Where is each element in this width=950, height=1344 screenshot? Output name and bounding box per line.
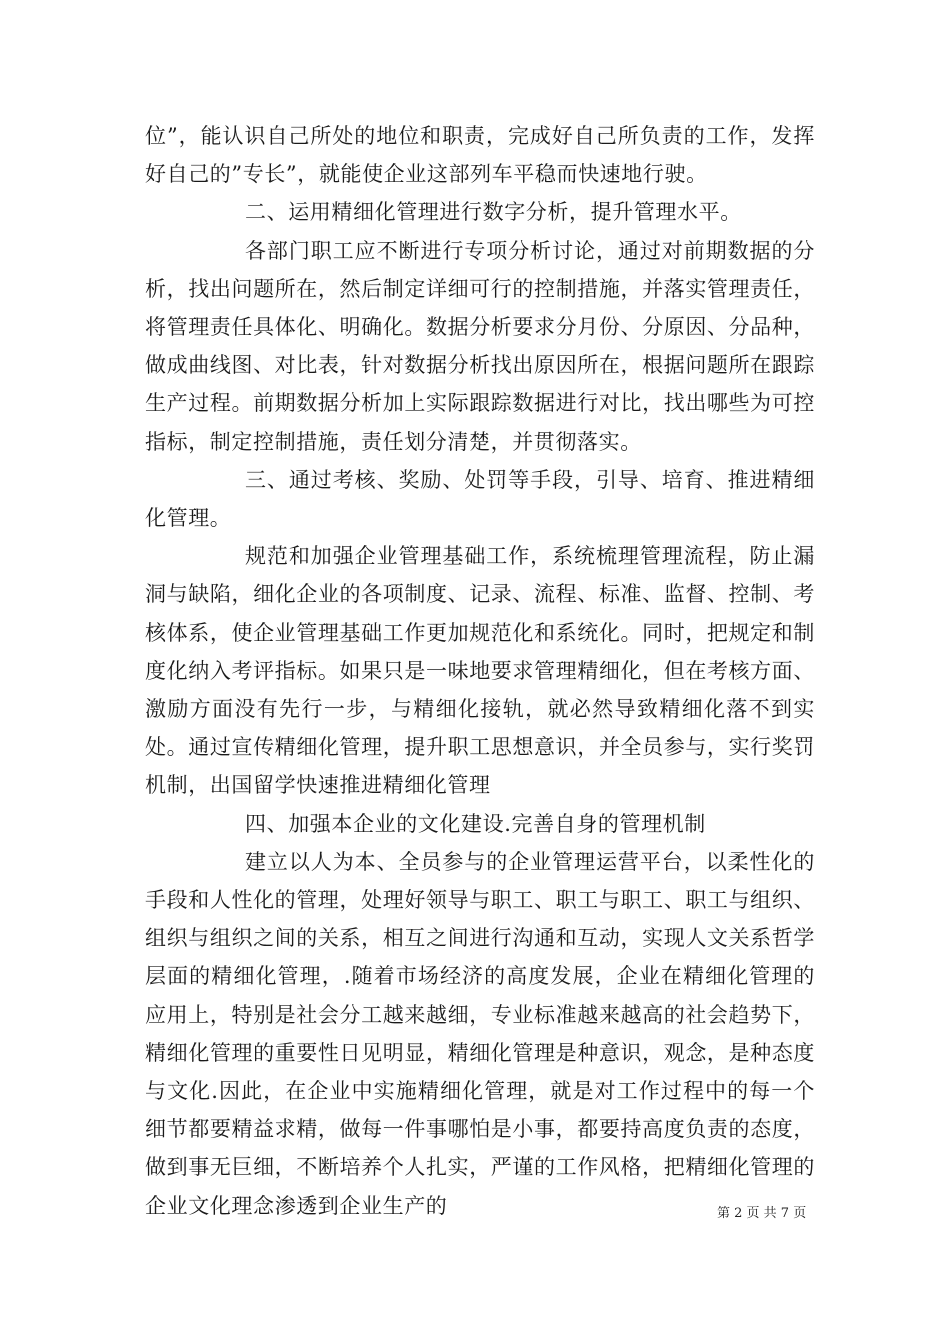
paragraph-continuation: 位”，能认识自己所处的地位和职责，完成好自己所负责的工作，发挥好自己的”专长”，就能使企业这部列车平稳而快速地行驶。 [145,124,815,187]
paragraph-data-analysis: 各部门职工应不断进行专项分析讨论，通过对前期数据的分析，找出问题所在，然后制定详细可行的控制措施，并落实管理责任，将管理责任具体化、明确化。数据分析要求分月份、分原因、分品种，做成曲线图、对比表，针对数据分析找出原因所在，根据问题所在跟踪生产过程。前期数据分析加上实际跟踪数据进行对比，找出哪些为可控指标，制定控制措施，责任划分清楚，并贯彻落实。 [145,238,815,454]
paragraph-management-basics: 规范和加强企业管理基础工作，系统梳理管理流程，防止漏洞与缺陷，细化企业的各项制度、记录、流程、标准、监督、控制、考核体系，使企业管理基础工作更加规范化和系统化。同时，把规定和制度化纳入考评指标。如果只是一味地要求管理精细化，但在考核方面、激励方面没有先行一步，与精细化接轨，就必然导致精细化落不到实处。通过宣传精细化管理，提升职工思想意识，并全员参与，实行奖罚机制，出国留学快速推进精细化管理 [145,544,815,798]
section-heading-2: 二、运用精细化管理进行数字分析，提升管理水平。 [245,200,742,225]
section-heading-3: 三、通过考核、奖励、处罚等手段，引导、培育、推进精细化管理。 [145,467,815,531]
page-number-footer: 第 2 页 共 7 页 [717,1206,807,1221]
paragraph-culture-building: 建立以人为本、全员参与的企业管理运营平台，以柔性化的手段和人性化的管理，处理好领导与职工、职工与职工、职工与组织、组织与组织之间的关系，相互之间进行沟通和互动，实现人文关系哲学层面的精细化管理，.随着市场经济的高度发展，企业在精细化管理的应用上，特别是社会分工越来越细，专业标准越来越高的社会趋势下，精细化管理的重要性日见明显，精细化管理是种意识，观念，是种态度与文化.因此，在企业中实施精细化管理，就是对工作过程中的每一个细节都要精益求精，做每一件事哪怕是小事，都要持高度负责的态度，做到事无巨细，不断培养个人扎实，严谨的工作风格，把精细化管理的企业文化理念渗透到企业生产的 [145,849,815,1218]
document-body [145,117,815,1225]
section-heading-4: 四、加强本企业的文化建设.完善自身的管理机制 [245,811,706,836]
